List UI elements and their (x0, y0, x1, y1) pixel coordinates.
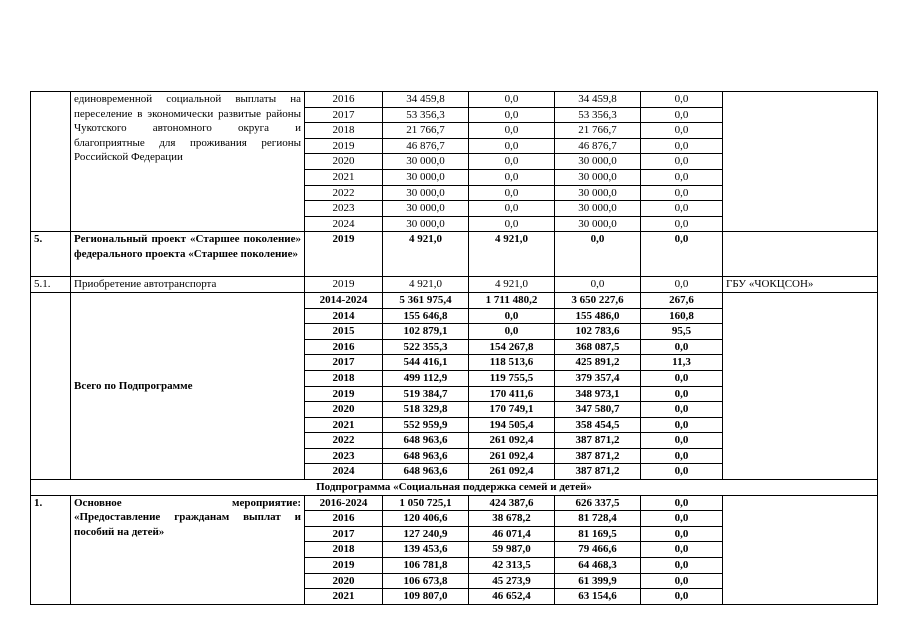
cell-total: 139 453,6 (383, 542, 469, 558)
cell-okrug: 155 486,0 (555, 308, 641, 324)
cell-okrug: 61 399,9 (555, 573, 641, 589)
subprogram-title-row (31, 480, 878, 496)
cell-federal: 0,0 (469, 154, 555, 170)
cell-total: 522 355,3 (383, 339, 469, 355)
table-row (31, 292, 878, 308)
cell-other: 0,0 (641, 370, 723, 386)
cell-executor (723, 292, 878, 479)
cell-year: 2016 (305, 339, 383, 355)
cell-description: Всего по Подпрограмме (71, 292, 305, 479)
cell-other: 0,0 (641, 123, 723, 139)
cell-other: 0,0 (641, 526, 723, 542)
cell-federal: 0,0 (469, 123, 555, 139)
cell-okrug: 368 087,5 (555, 339, 641, 355)
cell-okrug: 626 337,5 (555, 495, 641, 511)
cell-total: 30 000,0 (383, 169, 469, 185)
cell-total: 544 416,1 (383, 355, 469, 371)
cell-year: 2020 (305, 154, 383, 170)
cell-federal: 1 711 480,2 (469, 292, 555, 308)
cell-year: 2020 (305, 402, 383, 418)
cell-year: 2017 (305, 526, 383, 542)
cell-federal: 0,0 (469, 92, 555, 108)
cell-year: 2021 (305, 169, 383, 185)
cell-num (31, 292, 71, 479)
cell-okrug: 30 000,0 (555, 185, 641, 201)
cell-okrug: 53 356,3 (555, 107, 641, 123)
cell-year: 2018 (305, 123, 383, 139)
cell-federal: 261 092,4 (469, 448, 555, 464)
cell-okrug: 347 580,7 (555, 402, 641, 418)
cell-total: 519 384,7 (383, 386, 469, 402)
cell-federal: 170 749,1 (469, 402, 555, 418)
table-body (31, 92, 878, 605)
cell-other: 0,0 (641, 448, 723, 464)
cell-okrug: 64 468,3 (555, 558, 641, 574)
cell-other: 0,0 (641, 464, 723, 480)
cell-okrug: 102 783,6 (555, 324, 641, 340)
cell-year: 2017 (305, 355, 383, 371)
cell-total: 648 963,6 (383, 448, 469, 464)
table-row (31, 92, 878, 108)
cell-total: 53 356,3 (383, 107, 469, 123)
cell-federal: 261 092,4 (469, 464, 555, 480)
cell-federal: 4 921,0 (469, 232, 555, 277)
cell-okrug: 30 000,0 (555, 154, 641, 170)
cell-okrug: 387 871,2 (555, 448, 641, 464)
cell-federal: 261 092,4 (469, 433, 555, 449)
cell-executor (723, 495, 878, 604)
cell-executor (723, 232, 878, 277)
cell-okrug: 46 876,7 (555, 138, 641, 154)
cell-other: 0,0 (641, 495, 723, 511)
cell-description: Региональный проект «Старшее поколение» федерального проекта «Старшее поколение» (71, 232, 305, 277)
cell-total: 552 959,9 (383, 417, 469, 433)
cell-federal: 424 387,6 (469, 495, 555, 511)
cell-year: 2019 (305, 138, 383, 154)
cell-okrug: 0,0 (555, 277, 641, 293)
cell-year: 2019 (305, 386, 383, 402)
cell-other: 0,0 (641, 573, 723, 589)
cell-description: Приобретение автотранспорта (71, 277, 305, 293)
cell-total: 127 240,9 (383, 526, 469, 542)
cell-total: 30 000,0 (383, 154, 469, 170)
cell-total: 30 000,0 (383, 201, 469, 217)
cell-other: 0,0 (641, 402, 723, 418)
cell-num (31, 92, 71, 232)
cell-federal: 42 313,5 (469, 558, 555, 574)
cell-total: 30 000,0 (383, 185, 469, 201)
cell-other: 0,0 (641, 339, 723, 355)
cell-total: 1 050 725,1 (383, 495, 469, 511)
cell-federal: 45 273,9 (469, 573, 555, 589)
cell-total: 4 921,0 (383, 277, 469, 293)
cell-federal: 0,0 (469, 216, 555, 232)
cell-okrug: 0,0 (555, 232, 641, 277)
cell-other: 0,0 (641, 92, 723, 108)
cell-federal: 0,0 (469, 308, 555, 324)
cell-okrug: 3 650 227,6 (555, 292, 641, 308)
cell-year: 2014 (305, 308, 383, 324)
cell-other: 267,6 (641, 292, 723, 308)
cell-total: 30 000,0 (383, 216, 469, 232)
cell-federal: 0,0 (469, 185, 555, 201)
cell-year: 2014-2024 (305, 292, 383, 308)
cell-okrug: 30 000,0 (555, 216, 641, 232)
cell-federal: 46 652,4 (469, 589, 555, 605)
cell-other: 0,0 (641, 417, 723, 433)
table-row (31, 277, 878, 293)
cell-total: 21 766,7 (383, 123, 469, 139)
cell-year: 2016 (305, 92, 383, 108)
cell-other: 160,8 (641, 308, 723, 324)
cell-total: 499 112,9 (383, 370, 469, 386)
cell-year: 2024 (305, 464, 383, 480)
cell-num: 5. (31, 232, 71, 277)
cell-okrug: 348 973,1 (555, 386, 641, 402)
cell-total: 155 646,8 (383, 308, 469, 324)
cell-federal: 59 987,0 (469, 542, 555, 558)
cell-other: 0,0 (641, 232, 723, 277)
cell-description: единовременной социальной выплаты на переселение в экономически развитые районы Чукотского автономного округа и благоприятные для проживания регионы Российской Федерации (71, 92, 305, 232)
cell-other: 11,3 (641, 355, 723, 371)
cell-total: 46 876,7 (383, 138, 469, 154)
cell-year: 2018 (305, 370, 383, 386)
cell-year: 2016-2024 (305, 495, 383, 511)
cell-federal: 118 513,6 (469, 355, 555, 371)
cell-total: 648 963,6 (383, 464, 469, 480)
cell-year: 2022 (305, 185, 383, 201)
cell-year: 2019 (305, 232, 383, 277)
cell-federal: 0,0 (469, 138, 555, 154)
cell-other: 0,0 (641, 542, 723, 558)
cell-year: 2019 (305, 558, 383, 574)
cell-okrug: 425 891,2 (555, 355, 641, 371)
activity-label: Основное мероприятие: (74, 496, 301, 509)
cell-federal: 46 071,4 (469, 526, 555, 542)
cell-other: 0,0 (641, 216, 723, 232)
budget-table (30, 91, 878, 605)
cell-other: 0,0 (641, 433, 723, 449)
cell-federal: 0,0 (469, 201, 555, 217)
cell-year: 2022 (305, 433, 383, 449)
cell-federal: 170 411,6 (469, 386, 555, 402)
cell-other: 0,0 (641, 589, 723, 605)
cell-federal: 0,0 (469, 169, 555, 185)
cell-other: 0,0 (641, 154, 723, 170)
cell-other: 0,0 (641, 386, 723, 402)
cell-total: 648 963,6 (383, 433, 469, 449)
cell-other: 95,5 (641, 324, 723, 340)
cell-year: 2015 (305, 324, 383, 340)
cell-other: 0,0 (641, 201, 723, 217)
cell-other: 0,0 (641, 558, 723, 574)
cell-okrug: 63 154,6 (555, 589, 641, 605)
cell-federal: 0,0 (469, 107, 555, 123)
cell-okrug: 79 466,6 (555, 542, 641, 558)
activity-title: «Предоставление гражданам выплат и пособий на детей» (74, 511, 301, 538)
cell-year: 2021 (305, 417, 383, 433)
cell-total: 109 807,0 (383, 589, 469, 605)
cell-executor (723, 92, 878, 232)
cell-other: 0,0 (641, 511, 723, 527)
cell-year: 2020 (305, 573, 383, 589)
cell-total: 106 781,8 (383, 558, 469, 574)
cell-other: 0,0 (641, 138, 723, 154)
cell-total: 518 329,8 (383, 402, 469, 418)
cell-total: 4 921,0 (383, 232, 469, 277)
cell-total: 34 459,8 (383, 92, 469, 108)
cell-federal: 0,0 (469, 324, 555, 340)
cell-total: 102 879,1 (383, 324, 469, 340)
cell-total: 120 406,6 (383, 511, 469, 527)
table-row (31, 495, 878, 511)
cell-executor: ГБУ «ЧОКЦСОН» (723, 277, 878, 293)
cell-federal: 4 921,0 (469, 277, 555, 293)
cell-other: 0,0 (641, 185, 723, 201)
cell-year: 2018 (305, 542, 383, 558)
cell-total: 5 361 975,4 (383, 292, 469, 308)
cell-description (71, 495, 305, 604)
cell-year: 2023 (305, 448, 383, 464)
cell-other: 0,0 (641, 169, 723, 185)
cell-okrug: 387 871,2 (555, 464, 641, 480)
cell-okrug: 387 871,2 (555, 433, 641, 449)
cell-other: 0,0 (641, 107, 723, 123)
cell-year: 2023 (305, 201, 383, 217)
cell-year: 2024 (305, 216, 383, 232)
cell-total: 106 673,8 (383, 573, 469, 589)
cell-okrug: 30 000,0 (555, 169, 641, 185)
cell-okrug: 21 766,7 (555, 123, 641, 139)
cell-year: 2016 (305, 511, 383, 527)
cell-okrug: 30 000,0 (555, 201, 641, 217)
cell-okrug: 379 357,4 (555, 370, 641, 386)
cell-num: 1. (31, 495, 71, 604)
cell-year: 2019 (305, 277, 383, 293)
cell-okrug: 358 454,5 (555, 417, 641, 433)
table-row (31, 232, 878, 277)
cell-year: 2021 (305, 589, 383, 605)
cell-federal: 38 678,2 (469, 511, 555, 527)
cell-num: 5.1. (31, 277, 71, 293)
cell-federal: 154 267,8 (469, 339, 555, 355)
cell-year: 2017 (305, 107, 383, 123)
cell-federal: 194 505,4 (469, 417, 555, 433)
subprogram-title: Подпрограмма «Социальная поддержка семей и детей» (31, 480, 878, 496)
cell-other: 0,0 (641, 277, 723, 293)
cell-federal: 119 755,5 (469, 370, 555, 386)
cell-okrug: 81 728,4 (555, 511, 641, 527)
cell-okrug: 81 169,5 (555, 526, 641, 542)
cell-okrug: 34 459,8 (555, 92, 641, 108)
